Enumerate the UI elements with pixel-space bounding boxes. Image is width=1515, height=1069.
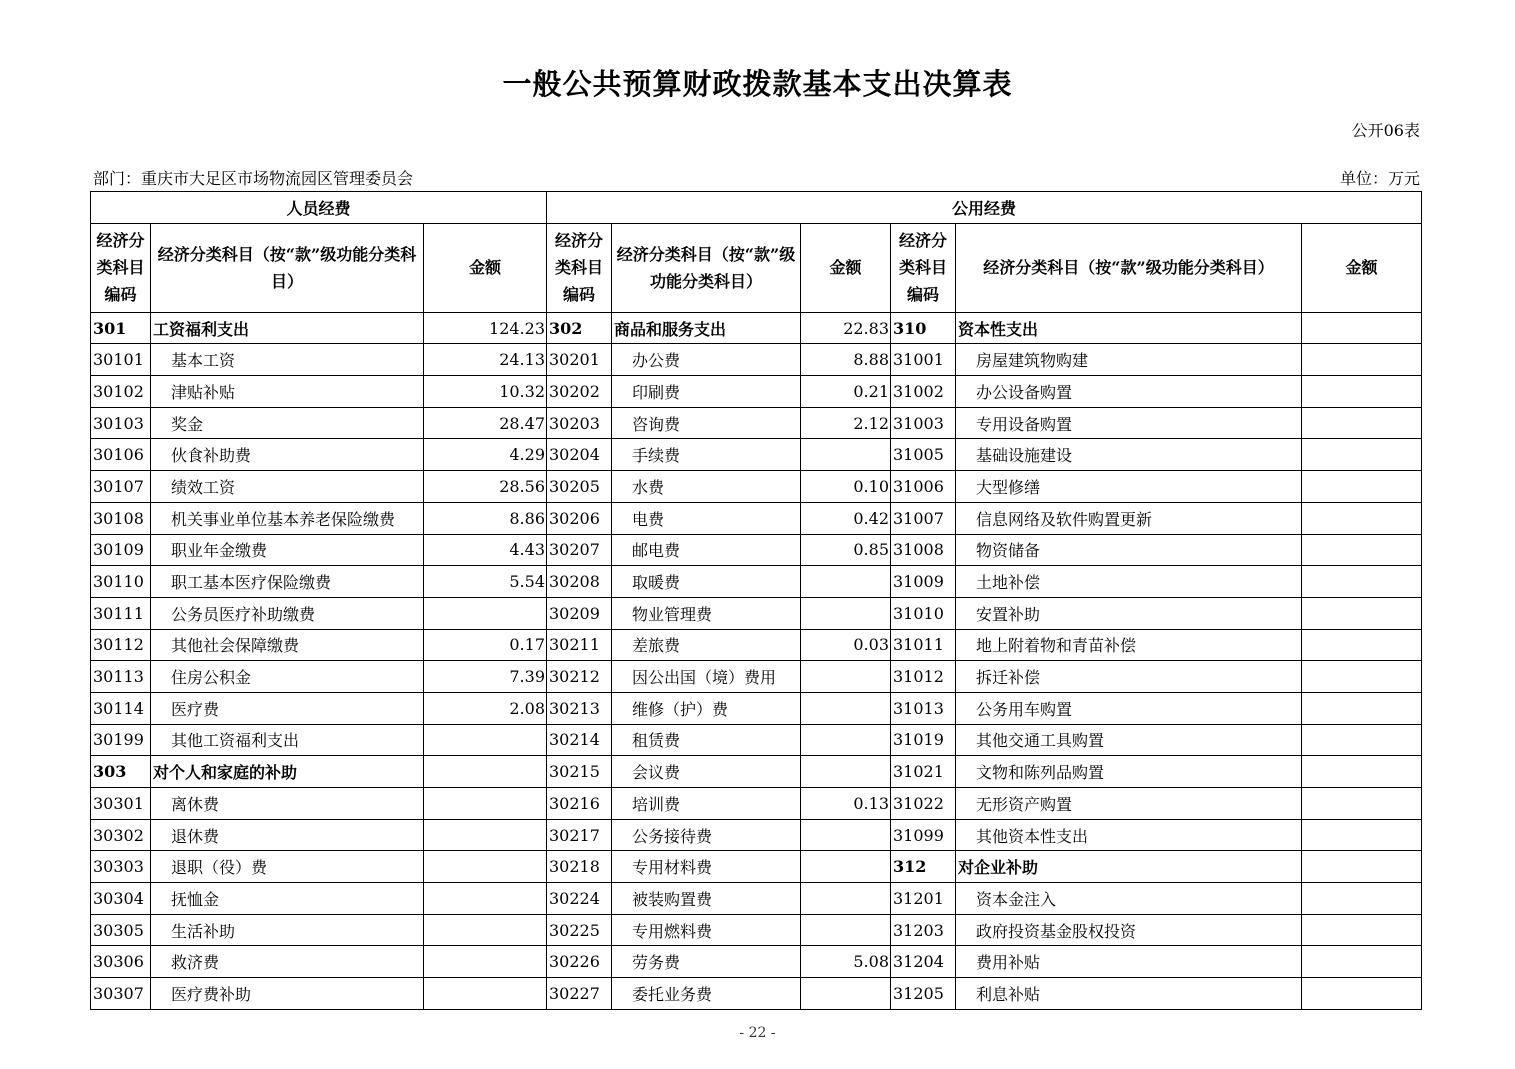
account-code-cell: 31010 bbox=[891, 597, 956, 629]
table-row bbox=[91, 471, 1422, 503]
account-name-cell: 公务员医疗补助缴费 bbox=[151, 597, 424, 629]
account-code-cell: 30206 bbox=[547, 502, 612, 534]
account-name-cell: 基础设施建设 bbox=[956, 439, 1302, 471]
table-row bbox=[91, 376, 1422, 408]
account-name-cell: 商品和服务支出 bbox=[612, 312, 801, 344]
account-code-cell: 31203 bbox=[891, 914, 956, 946]
account-code-cell: 30199 bbox=[91, 724, 151, 756]
amount-cell bbox=[801, 661, 891, 693]
amount-cell bbox=[801, 851, 891, 883]
account-name-cell: 住房公积金 bbox=[151, 661, 424, 693]
account-code-cell: 31006 bbox=[891, 471, 956, 503]
account-code-cell: 310 bbox=[891, 312, 956, 344]
table-row bbox=[91, 756, 1422, 788]
account-code-cell: 31008 bbox=[891, 534, 956, 566]
account-name-cell: 被装购置费 bbox=[612, 883, 801, 915]
amount-cell: 0.21 bbox=[801, 376, 891, 408]
account-name-cell: 办公设备购置 bbox=[956, 376, 1302, 408]
amount-cell bbox=[1302, 597, 1422, 629]
account-name-cell: 电费 bbox=[612, 502, 801, 534]
amount-cell bbox=[1302, 819, 1422, 851]
account-code-cell: 30303 bbox=[91, 851, 151, 883]
amount-cell bbox=[801, 566, 891, 598]
account-name-cell: 物业管理费 bbox=[612, 597, 801, 629]
amount-cell bbox=[1302, 376, 1422, 408]
table-body bbox=[91, 312, 1422, 1009]
table-row bbox=[91, 439, 1422, 471]
table-row bbox=[91, 502, 1422, 534]
amount-header: 金额 bbox=[424, 223, 547, 312]
account-name-cell: 手续费 bbox=[612, 439, 801, 471]
amount-cell bbox=[1302, 502, 1422, 534]
code-header: 经济分类科目编码 bbox=[91, 223, 151, 312]
account-code-cell: 31007 bbox=[891, 502, 956, 534]
amount-cell: 4.29 bbox=[424, 439, 547, 471]
amount-cell bbox=[1302, 946, 1422, 978]
account-name-cell: 印刷费 bbox=[612, 376, 801, 408]
account-code-cell: 30209 bbox=[547, 597, 612, 629]
account-name-cell: 土地补偿 bbox=[956, 566, 1302, 598]
account-name-cell: 工资福利支出 bbox=[151, 312, 424, 344]
amount-cell bbox=[424, 946, 547, 978]
account-code-cell: 30103 bbox=[91, 407, 151, 439]
account-name-cell: 基本工资 bbox=[151, 344, 424, 376]
account-name-cell: 信息网络及软件购置更新 bbox=[956, 502, 1302, 534]
amount-cell bbox=[424, 851, 547, 883]
amount-cell bbox=[801, 724, 891, 756]
amount-cell bbox=[1302, 439, 1422, 471]
account-code-cell: 30205 bbox=[547, 471, 612, 503]
account-name-cell: 资本金注入 bbox=[956, 883, 1302, 915]
amount-cell: 0.42 bbox=[801, 502, 891, 534]
amount-cell bbox=[801, 597, 891, 629]
table-row bbox=[91, 914, 1422, 946]
account-name-cell: 无形资产购置 bbox=[956, 788, 1302, 820]
account-code-cell: 301 bbox=[91, 312, 151, 344]
account-name-cell: 地上附着物和青苗补偿 bbox=[956, 629, 1302, 661]
account-name-cell: 政府投资基金股权投资 bbox=[956, 914, 1302, 946]
account-name-cell: 租赁费 bbox=[612, 724, 801, 756]
account-code-cell: 30101 bbox=[91, 344, 151, 376]
amount-cell: 0.17 bbox=[424, 629, 547, 661]
account-code-cell: 31205 bbox=[891, 978, 956, 1010]
account-name-cell: 绩效工资 bbox=[151, 471, 424, 503]
account-code-cell: 30110 bbox=[91, 566, 151, 598]
account-code-cell: 31099 bbox=[891, 819, 956, 851]
account-code-cell: 30305 bbox=[91, 914, 151, 946]
account-code-cell: 31005 bbox=[891, 439, 956, 471]
account-name-cell: 职工基本医疗保险缴费 bbox=[151, 566, 424, 598]
amount-cell bbox=[1302, 883, 1422, 915]
table-row bbox=[91, 566, 1422, 598]
account-code-cell: 30208 bbox=[547, 566, 612, 598]
account-code-cell: 31204 bbox=[891, 946, 956, 978]
account-code-cell: 30304 bbox=[91, 883, 151, 915]
account-name-cell: 差旅费 bbox=[612, 629, 801, 661]
account-code-cell: 30224 bbox=[547, 883, 612, 915]
amount-cell bbox=[1302, 661, 1422, 693]
account-code-cell: 31019 bbox=[891, 724, 956, 756]
account-code-cell: 30216 bbox=[547, 788, 612, 820]
account-name-cell: 生活补助 bbox=[151, 914, 424, 946]
account-name-cell: 取暖费 bbox=[612, 566, 801, 598]
table-row bbox=[91, 883, 1422, 915]
account-name-cell: 职业年金缴费 bbox=[151, 534, 424, 566]
amount-cell bbox=[1302, 788, 1422, 820]
account-code-cell: 30203 bbox=[547, 407, 612, 439]
account-name-cell: 因公出国（境）费用 bbox=[612, 661, 801, 693]
amount-cell bbox=[424, 597, 547, 629]
account-code-cell: 30114 bbox=[91, 692, 151, 724]
amount-cell bbox=[801, 692, 891, 724]
account-code-cell: 31013 bbox=[891, 692, 956, 724]
amount-cell bbox=[1302, 534, 1422, 566]
account-name-cell: 其他资本性支出 bbox=[956, 819, 1302, 851]
account-name-cell: 医疗费 bbox=[151, 692, 424, 724]
account-name-cell: 奖金 bbox=[151, 407, 424, 439]
account-name-cell: 对企业补助 bbox=[956, 851, 1302, 883]
account-name-cell: 委托业务费 bbox=[612, 978, 801, 1010]
account-name-cell: 其他工资福利支出 bbox=[151, 724, 424, 756]
amount-cell bbox=[1302, 629, 1422, 661]
amount-cell bbox=[801, 439, 891, 471]
account-code-cell: 302 bbox=[547, 312, 612, 344]
account-code-cell: 30211 bbox=[547, 629, 612, 661]
account-name-cell: 大型修缮 bbox=[956, 471, 1302, 503]
amount-cell bbox=[1302, 566, 1422, 598]
amount-cell bbox=[1302, 851, 1422, 883]
code-header: 经济分类科目编码 bbox=[891, 223, 956, 312]
expenditure-table bbox=[90, 191, 1422, 1010]
account-code-cell: 31002 bbox=[891, 376, 956, 408]
account-name-cell: 资本性支出 bbox=[956, 312, 1302, 344]
account-code-cell: 30217 bbox=[547, 819, 612, 851]
account-code-cell: 31001 bbox=[891, 344, 956, 376]
group-personnel-header: 人员经费 bbox=[91, 192, 547, 224]
table-row bbox=[91, 597, 1422, 629]
account-code-cell: 312 bbox=[891, 851, 956, 883]
amount-cell: 28.56 bbox=[424, 471, 547, 503]
account-code-cell: 30215 bbox=[547, 756, 612, 788]
amount-cell: 8.88 bbox=[801, 344, 891, 376]
unit-label: 单位：万元 bbox=[1339, 169, 1420, 188]
account-name-cell: 利息补贴 bbox=[956, 978, 1302, 1010]
account-code-cell: 30109 bbox=[91, 534, 151, 566]
account-code-cell: 31021 bbox=[891, 756, 956, 788]
account-code-cell: 30226 bbox=[547, 946, 612, 978]
account-name-cell: 水费 bbox=[612, 471, 801, 503]
table-row bbox=[91, 312, 1422, 344]
amount-cell bbox=[1302, 724, 1422, 756]
table-row bbox=[91, 946, 1422, 978]
table-row bbox=[91, 534, 1422, 566]
amount-cell: 0.85 bbox=[801, 534, 891, 566]
account-code-cell: 31011 bbox=[891, 629, 956, 661]
account-code-cell: 30112 bbox=[91, 629, 151, 661]
amount-cell: 5.08 bbox=[801, 946, 891, 978]
page-number: - 22 - bbox=[739, 1025, 776, 1041]
account-code-cell: 30307 bbox=[91, 978, 151, 1010]
amount-cell bbox=[801, 819, 891, 851]
account-code-cell: 30111 bbox=[91, 597, 151, 629]
account-name-cell: 劳务费 bbox=[612, 946, 801, 978]
account-name-cell: 抚恤金 bbox=[151, 883, 424, 915]
account-name-cell: 救济费 bbox=[151, 946, 424, 978]
account-name-cell: 公务用车购置 bbox=[956, 692, 1302, 724]
account-name-cell: 专用燃料费 bbox=[612, 914, 801, 946]
amount-cell bbox=[1302, 312, 1422, 344]
group-public-header: 公用经费 bbox=[547, 192, 1422, 224]
account-name-cell: 办公费 bbox=[612, 344, 801, 376]
amount-cell: 0.13 bbox=[801, 788, 891, 820]
amount-cell: 124.23 bbox=[424, 312, 547, 344]
amount-cell bbox=[424, 788, 547, 820]
amount-cell bbox=[801, 883, 891, 915]
amount-cell bbox=[801, 978, 891, 1010]
account-code-cell: 30227 bbox=[547, 978, 612, 1010]
account-code-cell: 31022 bbox=[891, 788, 956, 820]
amount-cell bbox=[424, 756, 547, 788]
amount-cell bbox=[424, 724, 547, 756]
amount-cell: 4.43 bbox=[424, 534, 547, 566]
department-label: 部门：重庆市大足区市场物流园区管理委员会 bbox=[93, 169, 414, 188]
account-code-cell: 30204 bbox=[547, 439, 612, 471]
amount-cell: 24.13 bbox=[424, 344, 547, 376]
amount-cell: 8.86 bbox=[424, 502, 547, 534]
table-number: 公开06表 bbox=[1351, 121, 1420, 140]
table-row bbox=[91, 407, 1422, 439]
table-row bbox=[91, 819, 1422, 851]
amount-cell: 2.08 bbox=[424, 692, 547, 724]
amount-cell: 7.39 bbox=[424, 661, 547, 693]
amount-cell bbox=[424, 883, 547, 915]
account-name-cell: 咨询费 bbox=[612, 407, 801, 439]
account-code-cell: 31003 bbox=[891, 407, 956, 439]
account-code-cell: 30107 bbox=[91, 471, 151, 503]
table-row bbox=[91, 629, 1422, 661]
account-name-cell: 邮电费 bbox=[612, 534, 801, 566]
account-name-cell: 培训费 bbox=[612, 788, 801, 820]
amount-cell bbox=[1302, 978, 1422, 1010]
amount-cell: 2.12 bbox=[801, 407, 891, 439]
name-header: 经济分类科目（按“款”级功能分类科目） bbox=[956, 223, 1302, 312]
table-row bbox=[91, 661, 1422, 693]
account-name-cell: 拆迁补偿 bbox=[956, 661, 1302, 693]
account-name-cell: 医疗费补助 bbox=[151, 978, 424, 1010]
amount-cell bbox=[801, 914, 891, 946]
amount-cell: 0.03 bbox=[801, 629, 891, 661]
account-name-cell: 安置补助 bbox=[956, 597, 1302, 629]
account-code-cell: 30225 bbox=[547, 914, 612, 946]
account-name-cell: 离休费 bbox=[151, 788, 424, 820]
amount-cell bbox=[801, 756, 891, 788]
amount-cell bbox=[1302, 756, 1422, 788]
account-code-cell: 31201 bbox=[891, 883, 956, 915]
code-header: 经济分类科目编码 bbox=[547, 223, 612, 312]
account-code-cell: 31009 bbox=[891, 566, 956, 598]
account-code-cell: 30207 bbox=[547, 534, 612, 566]
account-name-cell: 退职（役）费 bbox=[151, 851, 424, 883]
account-code-cell: 30102 bbox=[91, 376, 151, 408]
account-name-cell: 专用材料费 bbox=[612, 851, 801, 883]
name-header: 经济分类科目（按“款”级功能分类科目） bbox=[151, 223, 424, 312]
account-name-cell: 房屋建筑物购建 bbox=[956, 344, 1302, 376]
amount-cell: 5.54 bbox=[424, 566, 547, 598]
account-name-cell: 公务接待费 bbox=[612, 819, 801, 851]
account-name-cell: 专用设备购置 bbox=[956, 407, 1302, 439]
table-row bbox=[91, 344, 1422, 376]
account-code-cell: 30213 bbox=[547, 692, 612, 724]
account-name-cell: 对个人和家庭的补助 bbox=[151, 756, 424, 788]
amount-cell bbox=[1302, 407, 1422, 439]
account-code-cell: 30214 bbox=[547, 724, 612, 756]
account-name-cell: 其他社会保障缴费 bbox=[151, 629, 424, 661]
account-name-cell: 会议费 bbox=[612, 756, 801, 788]
account-name-cell: 津贴补贴 bbox=[151, 376, 424, 408]
amount-cell bbox=[424, 819, 547, 851]
account-code-cell: 303 bbox=[91, 756, 151, 788]
account-name-cell: 其他交通工具购置 bbox=[956, 724, 1302, 756]
amount-cell bbox=[1302, 914, 1422, 946]
account-code-cell: 30202 bbox=[547, 376, 612, 408]
amount-cell: 0.10 bbox=[801, 471, 891, 503]
table-row bbox=[91, 788, 1422, 820]
account-code-cell: 30106 bbox=[91, 439, 151, 471]
amount-cell: 22.83 bbox=[801, 312, 891, 344]
account-name-cell: 退休费 bbox=[151, 819, 424, 851]
account-code-cell: 30301 bbox=[91, 788, 151, 820]
account-name-cell: 机关事业单位基本养老保险缴费 bbox=[151, 502, 424, 534]
table-row bbox=[91, 692, 1422, 724]
amount-cell bbox=[1302, 471, 1422, 503]
account-code-cell: 30218 bbox=[547, 851, 612, 883]
account-name-cell: 维修（护）费 bbox=[612, 692, 801, 724]
amount-header: 金额 bbox=[801, 223, 891, 312]
account-name-cell: 费用补贴 bbox=[956, 946, 1302, 978]
amount-cell bbox=[424, 978, 547, 1010]
page-title: 一般公共预算财政拨款基本支出决算表 bbox=[502, 67, 1013, 101]
account-code-cell: 30113 bbox=[91, 661, 151, 693]
amount-header: 金额 bbox=[1302, 223, 1422, 312]
account-code-cell: 30201 bbox=[547, 344, 612, 376]
amount-cell bbox=[1302, 344, 1422, 376]
account-code-cell: 30108 bbox=[91, 502, 151, 534]
amount-cell: 10.32 bbox=[424, 376, 547, 408]
account-code-cell: 31012 bbox=[891, 661, 956, 693]
account-code-cell: 30302 bbox=[91, 819, 151, 851]
table-row bbox=[91, 978, 1422, 1010]
amount-cell: 28.47 bbox=[424, 407, 547, 439]
account-name-cell: 物资储备 bbox=[956, 534, 1302, 566]
name-header: 经济分类科目（按“款”级功能分类科目） bbox=[612, 223, 801, 312]
amount-cell bbox=[1302, 692, 1422, 724]
account-name-cell: 文物和陈列品购置 bbox=[956, 756, 1302, 788]
account-code-cell: 30306 bbox=[91, 946, 151, 978]
amount-cell bbox=[424, 914, 547, 946]
account-name-cell: 伙食补助费 bbox=[151, 439, 424, 471]
table-row bbox=[91, 851, 1422, 883]
account-code-cell: 30212 bbox=[547, 661, 612, 693]
table-row bbox=[91, 724, 1422, 756]
